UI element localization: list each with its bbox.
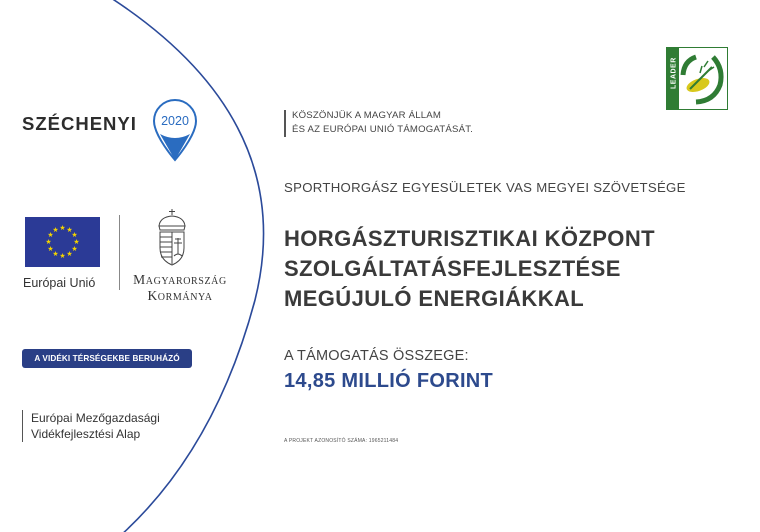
svg-text:★: ★: [47, 245, 54, 253]
thanks-line2: ÉS AZ EURÓPAI UNIÓ TÁMOGATÁSÁT.: [292, 124, 474, 135]
leader-logo-icon: [666, 47, 728, 110]
szechenyi-logo-text: SZÉCHENYI: [22, 113, 137, 134]
support-amount-label: A TÁMOGATÁS ÖSSZEGE:: [284, 348, 469, 364]
svg-text:★: ★: [71, 231, 78, 239]
thanks-divider: [284, 110, 286, 137]
eu-flag-icon: [25, 217, 100, 267]
svg-text:★: ★: [47, 231, 54, 239]
fund-divider: [22, 410, 23, 442]
svg-text:★: ★: [66, 226, 73, 234]
leader-label: LEADER: [670, 57, 678, 89]
project-id-text: A PROJEKT AZONOSÍTÓ SZÁMA: 1965211484: [284, 438, 399, 444]
government-label-line1: MAGYARORSZÁG: [133, 272, 227, 287]
government-label-line2: KORMÁNYA: [147, 288, 213, 303]
fund-name-line2: Vidékfejlesztési Alap: [31, 427, 141, 441]
logo-divider: [119, 215, 120, 290]
organization-name: SPORTHORGÁSZ EGYESÜLETEK VAS MEGYEI SZÖVETSÉGE: [284, 180, 686, 195]
eu-label: Európai Unió: [23, 276, 96, 290]
svg-text:★: ★: [66, 250, 73, 258]
szechenyi-2020-pin-icon: [150, 98, 200, 164]
szechenyi-year: 2020: [161, 114, 189, 128]
fund-name-line1: Európai Mezőgazdasági: [31, 411, 160, 425]
project-title-line2: SZOLGÁLTATÁSFEJLESZTÉSE: [284, 256, 621, 281]
svg-text:★: ★: [71, 245, 78, 253]
svg-text:★: ★: [59, 252, 66, 260]
project-title-line1: HORGÁSZTURISZTIKAI KÖZPONT: [284, 226, 655, 251]
coat-of-arms-icon: [150, 208, 194, 268]
support-amount-value: 14,85 MILLIÓ FORINT: [284, 370, 494, 392]
rural-europe-banner: A VIDÉKI TÉRSÉGEKBE BERUHÁZÓ EURÓPA: [22, 349, 192, 368]
svg-text:★: ★: [52, 250, 59, 258]
svg-text:★: ★: [73, 238, 80, 246]
svg-text:★: ★: [45, 238, 52, 246]
svg-text:★: ★: [52, 226, 59, 234]
thanks-line1: KÖSZÖNJÜK A MAGYAR ÁLLAM: [292, 110, 442, 121]
project-title-line3: MEGÚJULÓ ENERGIÁKKAL: [284, 286, 585, 311]
svg-text:★: ★: [59, 224, 66, 232]
